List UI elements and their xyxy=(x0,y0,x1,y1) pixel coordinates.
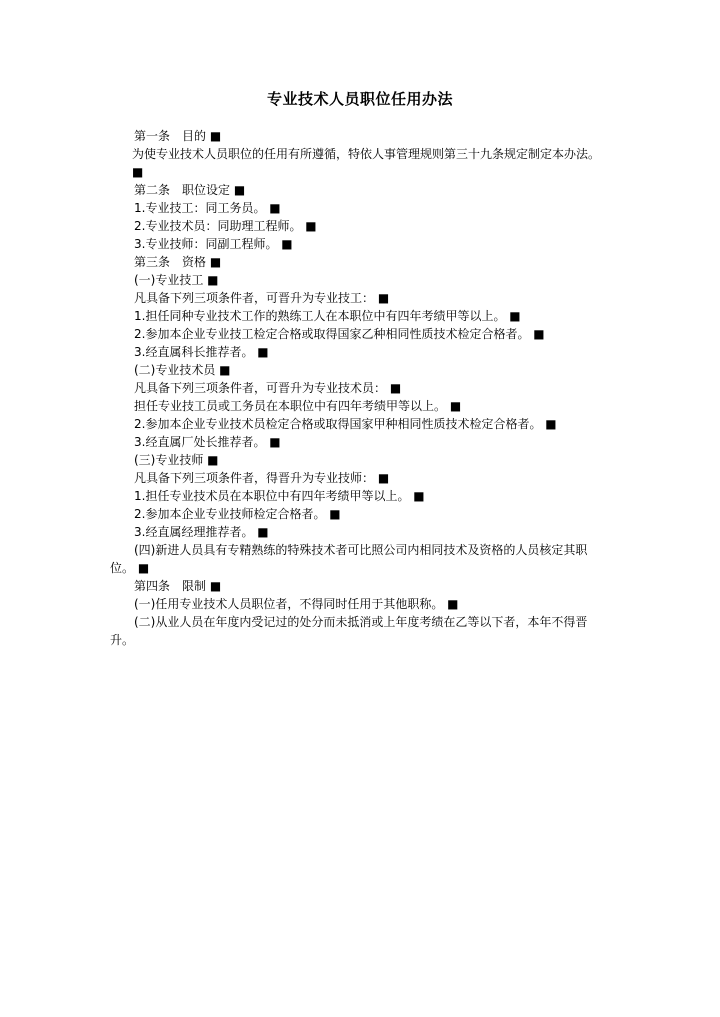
paragraph: 凡具备下列三项条件者，可晋升为专业技术员： ■ xyxy=(134,381,402,395)
list-item: 3.经直属经理推荐者。 ■ xyxy=(134,525,269,539)
article-heading: 第一条 目的 ■ xyxy=(134,129,222,143)
list-item: 1.担任同种专业技术工作的熟练工人在本职位中有四年考绩甲等以上。 ■ xyxy=(134,309,521,323)
list-item: 3.经直属厂处长推荐者。 ■ xyxy=(134,435,281,449)
paragraph: (二)从业人员在年度内受记过的处分而未抵消或上年度考绩在乙等以下者，本年不得晋升。 xyxy=(110,615,588,647)
paragraph: 凡具备下列三项条件者，可晋升为专业技工： ■ xyxy=(134,291,390,305)
list-item: 2.参加本企业专业技术员检定合格或取得国家甲种相同性质技术检定合格者。 ■ xyxy=(134,417,557,431)
section-heading: (一)专业技工 ■ xyxy=(134,273,219,287)
section-heading: (三)专业技师 ■ xyxy=(134,453,219,467)
list-item: 2.参加本企业专业技工检定合格或取得国家乙种相同性质技术检定合格者。 ■ xyxy=(134,327,545,341)
list-item: (一)任用专业技术人员职位者，不得同时任用于其他职称。 ■ xyxy=(134,597,459,611)
page-title: 专业技术人员职位任用办法 xyxy=(266,90,453,108)
paragraph: 为使专业技术人员职位的任用有所遵循，特依人事管理规则第三十九条规定制定本办法。 ■ xyxy=(132,147,601,179)
paragraph: 凡具备下列三项条件者，得晋升为专业技师： ■ xyxy=(134,471,390,485)
article-heading: 第二条 职位设定 ■ xyxy=(134,183,246,197)
list-item: 3.专业技师：同副工程师。 ■ xyxy=(134,237,293,251)
paragraph: (四)新进人员具有专精熟练的特殊技术者可比照公司内相同技术及资格的人员核定其职位。 ■ xyxy=(110,543,588,575)
section-heading: (二)专业技术员 ■ xyxy=(134,363,231,377)
list-item: 2.专业技术员：同助理工程师。 ■ xyxy=(134,219,317,233)
document-body xyxy=(110,127,610,649)
list-item: 3.经直属科长推荐者。 ■ xyxy=(134,345,269,359)
article-heading: 第三条 资格 ■ xyxy=(134,255,222,269)
list-item: 1.担任专业技术员在本职位中有四年考绩甲等以上。 ■ xyxy=(134,489,425,503)
list-item: 2.参加本企业专业技师检定合格者。 ■ xyxy=(134,507,341,521)
article-heading: 第四条 限制 ■ xyxy=(134,579,222,593)
list-item: 1.专业技工：同工务员。 ■ xyxy=(134,201,281,215)
list-item: 担任专业技工员或工务员在本职位中有四年考绩甲等以上。 ■ xyxy=(134,399,462,413)
